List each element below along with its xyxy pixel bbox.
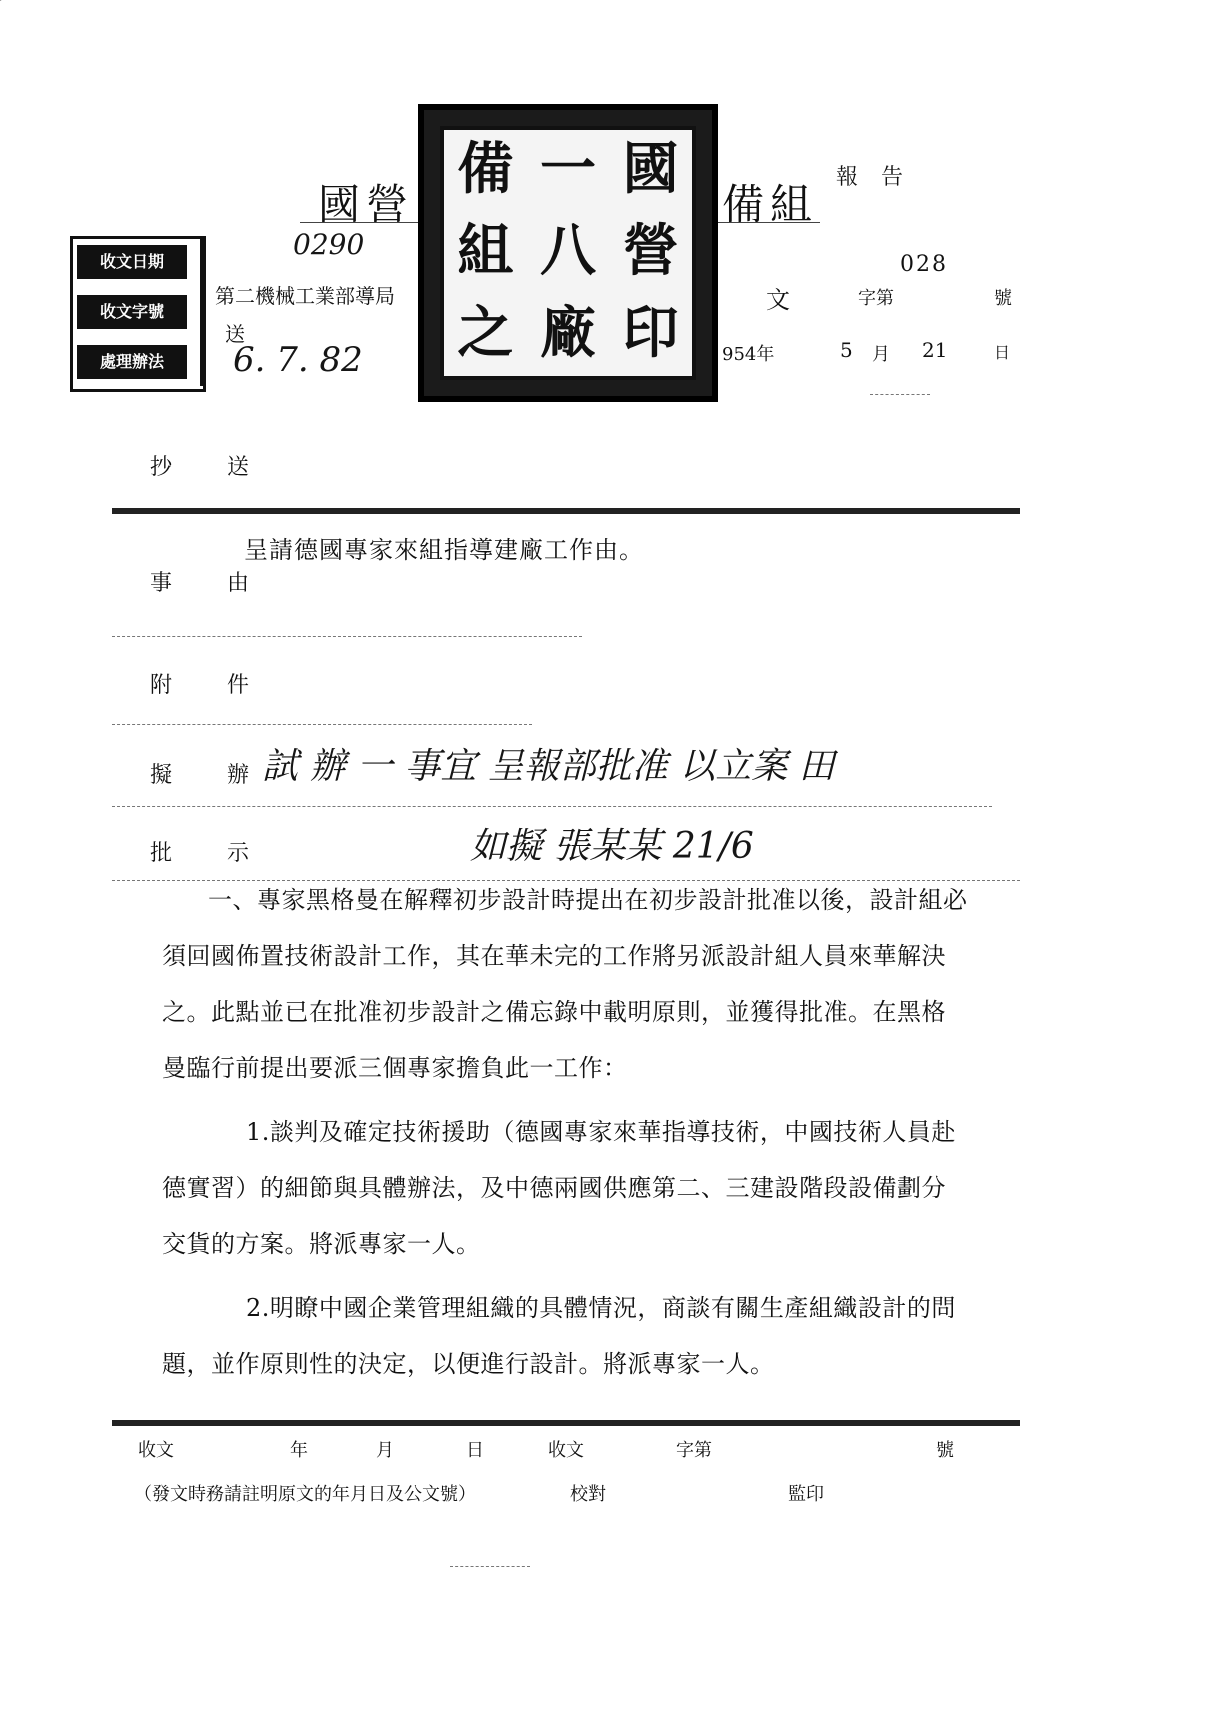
- seal-char: 印: [622, 300, 679, 366]
- rule-fu-jian: [112, 724, 532, 725]
- date-month-unit: 月: [872, 344, 890, 365]
- doc-type: 報 告: [836, 165, 911, 190]
- footer-hao: 號: [936, 1440, 954, 1461]
- rule-shi-you: [112, 636, 582, 637]
- stamp-handwritten-number: 0290: [293, 228, 365, 261]
- doc-number-hao: 號: [994, 288, 1012, 309]
- org-name-left: 國營: [318, 180, 415, 229]
- seal-char: 國: [622, 136, 679, 202]
- seal-char: 組: [457, 218, 514, 284]
- footer-jian-yin: 監印: [788, 1484, 824, 1505]
- doc-number: 028: [900, 252, 948, 277]
- doc-number-wen: 文: [766, 286, 790, 314]
- top-thick-rule: [112, 508, 1020, 514]
- shi-you-label: 事 由: [150, 571, 273, 596]
- stamp-label-number: 收文字號: [77, 295, 187, 329]
- receipt-stamp-values: [200, 228, 423, 386]
- stamp-label-handling: 處理辦法: [77, 345, 187, 379]
- body-item1-line2: 德實習）的細節與具體辦法，及中德兩國供應第二、三建設階段設備劃分: [162, 1174, 946, 1202]
- ni-ban-label: 擬 辦: [150, 763, 273, 788]
- seal-char: 廠: [539, 300, 596, 366]
- pi-shi-label: 批 示: [150, 841, 273, 866]
- body-item2-line1: 2.明瞭中國企業管理組織的具體情況，商談有關生產組織設計的問: [246, 1294, 956, 1322]
- footer-nian: 年: [290, 1440, 308, 1461]
- bottom-thick-rule: [112, 1420, 1020, 1426]
- ni-ban-handwritten: 試 辦 一 事宜 呈報部批准 以立案 田: [262, 746, 835, 787]
- body-item2-line2: 題，並作原則性的決定，以便進行設計。將派專家一人。: [162, 1350, 775, 1378]
- seal-char: 一: [539, 136, 596, 202]
- footer-shou-wen2: 收文: [548, 1440, 584, 1461]
- date-day-unit: 日: [994, 343, 1011, 362]
- footer-note: （發文時務請註明原文的年月日及公文號）: [134, 1484, 476, 1505]
- stamp-label-date: 收文日期: [77, 245, 187, 279]
- footer-yue: 月: [376, 1440, 394, 1461]
- shi-you-text: 呈請德國專家來組指導建廠工作由。: [244, 536, 644, 564]
- official-seal: [418, 104, 718, 402]
- body-item1-line3: 交貨的方案。將派專家一人。: [162, 1230, 481, 1258]
- fu-jian-label: 附 件: [150, 673, 273, 698]
- stamp-send-mark: 送: [225, 322, 245, 346]
- stamp-handwritten-date: 6. 7. 82: [233, 340, 363, 380]
- seal-character-grid: [440, 126, 696, 380]
- corner-mark: [0, 0, 35, 18]
- seal-char: 備: [457, 136, 514, 202]
- body-p1-line3: 之。此點並已在批准初步設計之備忘錄中載明原則，並獲得批准。在黑格: [162, 998, 946, 1026]
- body-p1-line4: 曼臨行前提出要派三個專家擔負此一工作：: [162, 1054, 628, 1082]
- body-p1-line1: 一、專家黑格曼在解釋初步設計時提出在初步設計批准以後，設計組必: [208, 886, 968, 914]
- doc-number-zidi: 字第: [858, 288, 894, 309]
- chao-song-label: 抄 送: [150, 455, 273, 480]
- footer-jiao-dui: 校對: [570, 1484, 606, 1505]
- rule-pi-shi: [112, 880, 1020, 881]
- date-underline: [870, 394, 930, 395]
- date-year: 954年: [722, 344, 775, 365]
- footer-zi-di: 字第: [676, 1440, 712, 1461]
- body-item1-line1: 1.談判及確定技術援助（德國專家來華指導技術，中國技術人員赴: [246, 1118, 956, 1146]
- stray-mark: [450, 1566, 530, 1567]
- body-p1-line2: 須回國佈置技術設計工作，其在華未完的工作將另派設計組人員來華解決: [162, 942, 946, 970]
- receipt-stamp: [70, 236, 206, 392]
- org-name-right: 備組: [722, 180, 819, 229]
- rule-ni-ban: [112, 806, 992, 807]
- seal-char: 營: [622, 218, 679, 284]
- date-day: 21: [922, 338, 948, 362]
- date-month: 5: [840, 338, 853, 362]
- stamp-recipient: 第二機械工業部導局: [215, 284, 395, 308]
- footer-ri: 日: [466, 1440, 484, 1461]
- seal-char: 之: [457, 300, 514, 366]
- footer-shou-wen: 收文: [138, 1440, 174, 1461]
- pi-shi-handwritten: 如擬 張某某 21/6: [470, 826, 754, 867]
- seal-char: 八: [539, 218, 596, 284]
